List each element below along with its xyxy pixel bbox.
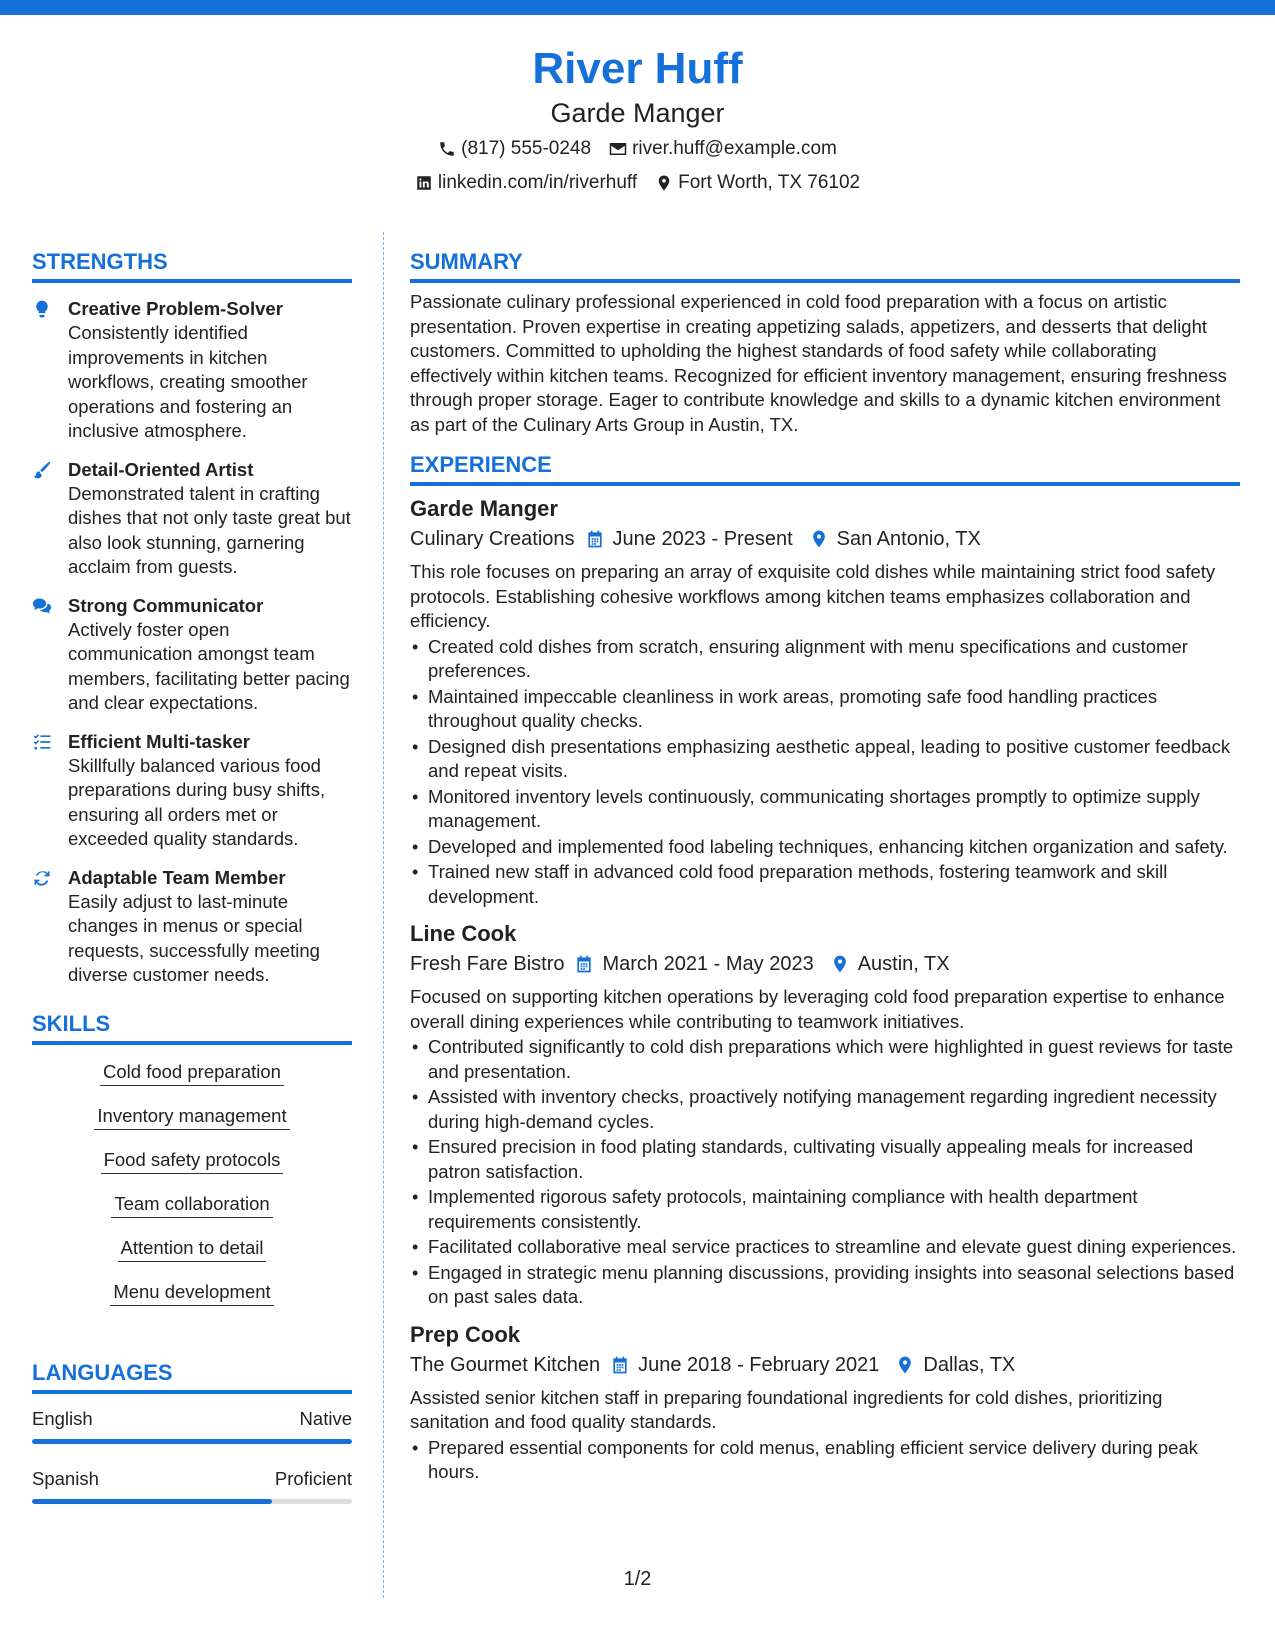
job-entry (410, 1320, 1240, 1485)
language-level: Native (299, 1407, 352, 1429)
job-bullets (410, 1035, 1240, 1310)
paintbrush-icon (32, 460, 52, 480)
job-meta (410, 524, 1240, 554)
skill-item: Food safety protocols (101, 1147, 284, 1174)
language-name: Spanish (32, 1467, 99, 1489)
language-bar (32, 1499, 352, 1504)
calendar-icon (585, 529, 605, 549)
page-number: 1/2 (623, 1568, 652, 1590)
email-contact[interactable] (609, 134, 837, 164)
job-location: Dallas, TX (923, 1353, 1016, 1376)
strength-desc: Easily adjust to last-minute changes in menus or special requests, successfully meeting diverse customer needs. (68, 890, 320, 985)
bullet-item: • Assisted with inventory checks, proactively notifying management regarding ingredient necessity during high-demand cycles. (410, 1085, 1240, 1134)
language-item (32, 1466, 352, 1504)
bullet-item: • Maintained impeccable cleanliness in work areas, promoting safe food handling practices throughout quality checks. (410, 685, 1240, 734)
strength-name: Strong Communicator (68, 594, 264, 616)
map-pin-icon (830, 954, 850, 974)
summary-heading: SUMMARY (410, 248, 1240, 283)
job-entry (410, 494, 1240, 909)
job-entry (410, 919, 1240, 1310)
skill-item: Inventory management (94, 1103, 289, 1130)
strength-desc: Skillfully balanced various food preparations during busy shifts, ensuring all orders met or exceeded quality standards. (68, 754, 326, 849)
language-bar (32, 1439, 352, 1444)
language-level: Proficient (274, 1467, 352, 1489)
linkedin-contact[interactable] (415, 168, 637, 198)
map-pin-icon (655, 174, 673, 192)
linkedin-text: linkedin.com/in/riverhuff (437, 172, 638, 193)
bullet-item: • Monitored inventory levels continuously, communicating shortages promptly to optimize supply management. (410, 785, 1240, 834)
skills-heading: SKILLS (32, 1010, 352, 1045)
phone-icon (438, 140, 456, 158)
contact-row-1 (0, 134, 1275, 164)
resume-header (0, 42, 1275, 198)
skill-item: Attention to detail (118, 1235, 267, 1262)
strengths-heading: STRENGTHS (32, 248, 352, 283)
skill-item: Team collaboration (111, 1191, 272, 1218)
languages-heading: LANGUAGES (32, 1359, 352, 1394)
bullet-item: • Ensured precision in food plating standards, cultivating visually appealing meals for increased patron satisfaction. (410, 1135, 1240, 1184)
phone-text: (817) 555-0248 (461, 138, 592, 159)
column-divider (383, 232, 384, 1598)
bullet-item: • Designed dish presentations emphasizing aesthetic appeal, leading to positive customer feedback and repeat visits. (410, 735, 1240, 784)
linkedin-icon (415, 174, 433, 192)
contact-row-2 (0, 168, 1275, 198)
strength-desc: Demonstrated talent in crafting dishes that not only taste great but also look stunning, garnering acclaim from guests. (68, 482, 351, 577)
job-title: Line Cook (410, 921, 517, 946)
skills-list (32, 1059, 352, 1323)
bullet-item: • Trained new staff in advanced cold food preparation methods, fostering teamwork and skill development. (410, 860, 1240, 909)
skill-item: Menu development (110, 1279, 273, 1306)
map-pin-icon (809, 529, 829, 549)
candidate-title: Garde Manger (550, 98, 725, 128)
location-contact (655, 168, 860, 198)
strengths-list (32, 297, 352, 988)
job-dates: March 2021 - May 2023 (602, 953, 814, 975)
job-meta (410, 1350, 1240, 1380)
right-column (410, 248, 1240, 1486)
job-dates: June 2018 - February 2021 (638, 1353, 880, 1376)
skill-item: Cold food preparation (100, 1059, 284, 1086)
strength-item (32, 730, 352, 852)
calendar-icon (574, 954, 594, 974)
left-column (32, 248, 352, 1504)
job-meta (410, 949, 1240, 979)
bullet-item: • Created cold dishes from scratch, ensuring alignment with menu specifications and customer preferences. (410, 635, 1240, 684)
language-bar-fill (32, 1439, 352, 1444)
candidate-name: River Huff (532, 44, 743, 93)
map-pin-icon (895, 1355, 915, 1375)
job-title: Prep Cook (410, 1321, 521, 1347)
job-company: The Gourmet Kitchen (410, 1353, 601, 1376)
strength-item (32, 297, 352, 444)
top-accent-bar (0, 0, 1275, 15)
email-text: river.huff@example.com (632, 138, 837, 159)
sync-icon (32, 868, 52, 888)
bullet-item: • Prepared essential components for cold menus, enabling efficient service delivery during peak hours. (410, 1436, 1240, 1485)
job-bullets (410, 1436, 1240, 1485)
location-text: Fort Worth, TX 76102 (678, 172, 861, 193)
comments-icon (32, 596, 52, 616)
strength-desc: Consistently identified improvements in kitchen workflows, creating smoother operations and fostering an inclusive atmosphere. (68, 322, 308, 441)
job-dates: June 2023 - Present (612, 528, 793, 550)
job-location: Austin, TX (857, 953, 950, 975)
job-description: This role focuses on preparing an array of exquisite cold dishes while maintaining strict food safety protocols. Establishing cohesive workflows among kitchen teams emphasizes collaboration and efficiency. (410, 561, 1216, 631)
language-bar-fill (32, 1499, 272, 1504)
strength-item (32, 594, 352, 716)
job-description: Assisted senior kitchen staff in preparing foundational ingredients for cold dishes, prioritizing sanitation and food quality standards. (410, 1386, 1163, 1432)
language-item (32, 1406, 352, 1444)
strength-name: Creative Problem-Solver (68, 298, 283, 319)
language-name: English (32, 1407, 93, 1429)
strength-name: Detail-Oriented Artist (68, 458, 254, 480)
job-title: Garde Manger (410, 496, 558, 521)
envelope-icon (609, 140, 627, 158)
job-company: Culinary Creations (410, 528, 575, 550)
bullet-item: • Developed and implemented food labeling techniques, enhancing kitchen organization and safety. (410, 835, 1240, 860)
strength-name: Adaptable Team Member (68, 866, 286, 888)
bullet-item: • Engaged in strategic menu planning discussions, providing insights into seasonal selections based on past sales data. (410, 1261, 1240, 1310)
job-location: San Antonio, TX (836, 528, 981, 550)
calendar-icon (610, 1355, 630, 1375)
strength-desc: Actively foster open communication amongst team members, facilitating better pacing and clear expectations. (68, 618, 350, 713)
strength-item (32, 866, 352, 988)
strength-name: Efficient Multi-tasker (68, 730, 250, 752)
summary-text: Passionate culinary professional experienced in cold food preparation with a focus on artistic presentation. Proven expertise in creating appetizing salads, appetizers, and desserts that delight customers. Committed to upholding the highest standards of food safety while collaborating effectively within kitchen teams. Recognized for efficient inventory management, ensuring freshness through proper storage. Eager to contribute knowledge and skills to a dynamic kitchen environment as part of the Culinary Arts Group in Austin, TX. (410, 291, 1227, 435)
lightbulb-icon (32, 299, 52, 319)
list-check-icon (32, 732, 52, 752)
bullet-item: • Implemented rigorous safety protocols, maintaining compliance with health department requirements consistently. (410, 1185, 1240, 1234)
strength-item (32, 458, 352, 580)
job-company: Fresh Fare Bistro (410, 953, 565, 975)
bullet-item: • Contributed significantly to cold dish preparations which were highlighted in guest reviews for taste and presentation. (410, 1035, 1240, 1084)
experience-heading: EXPERIENCE (410, 451, 1240, 486)
job-description: Focused on supporting kitchen operations by leveraging cold food preparation expertise to enhance overall dining experiences while contributing to teamwork initiatives. (410, 986, 1225, 1032)
job-bullets (410, 635, 1240, 910)
phone-contact (438, 134, 591, 164)
bullet-item: • Facilitated collaborative meal service practices to streamline and elevate guest dining experiences. (410, 1235, 1240, 1260)
